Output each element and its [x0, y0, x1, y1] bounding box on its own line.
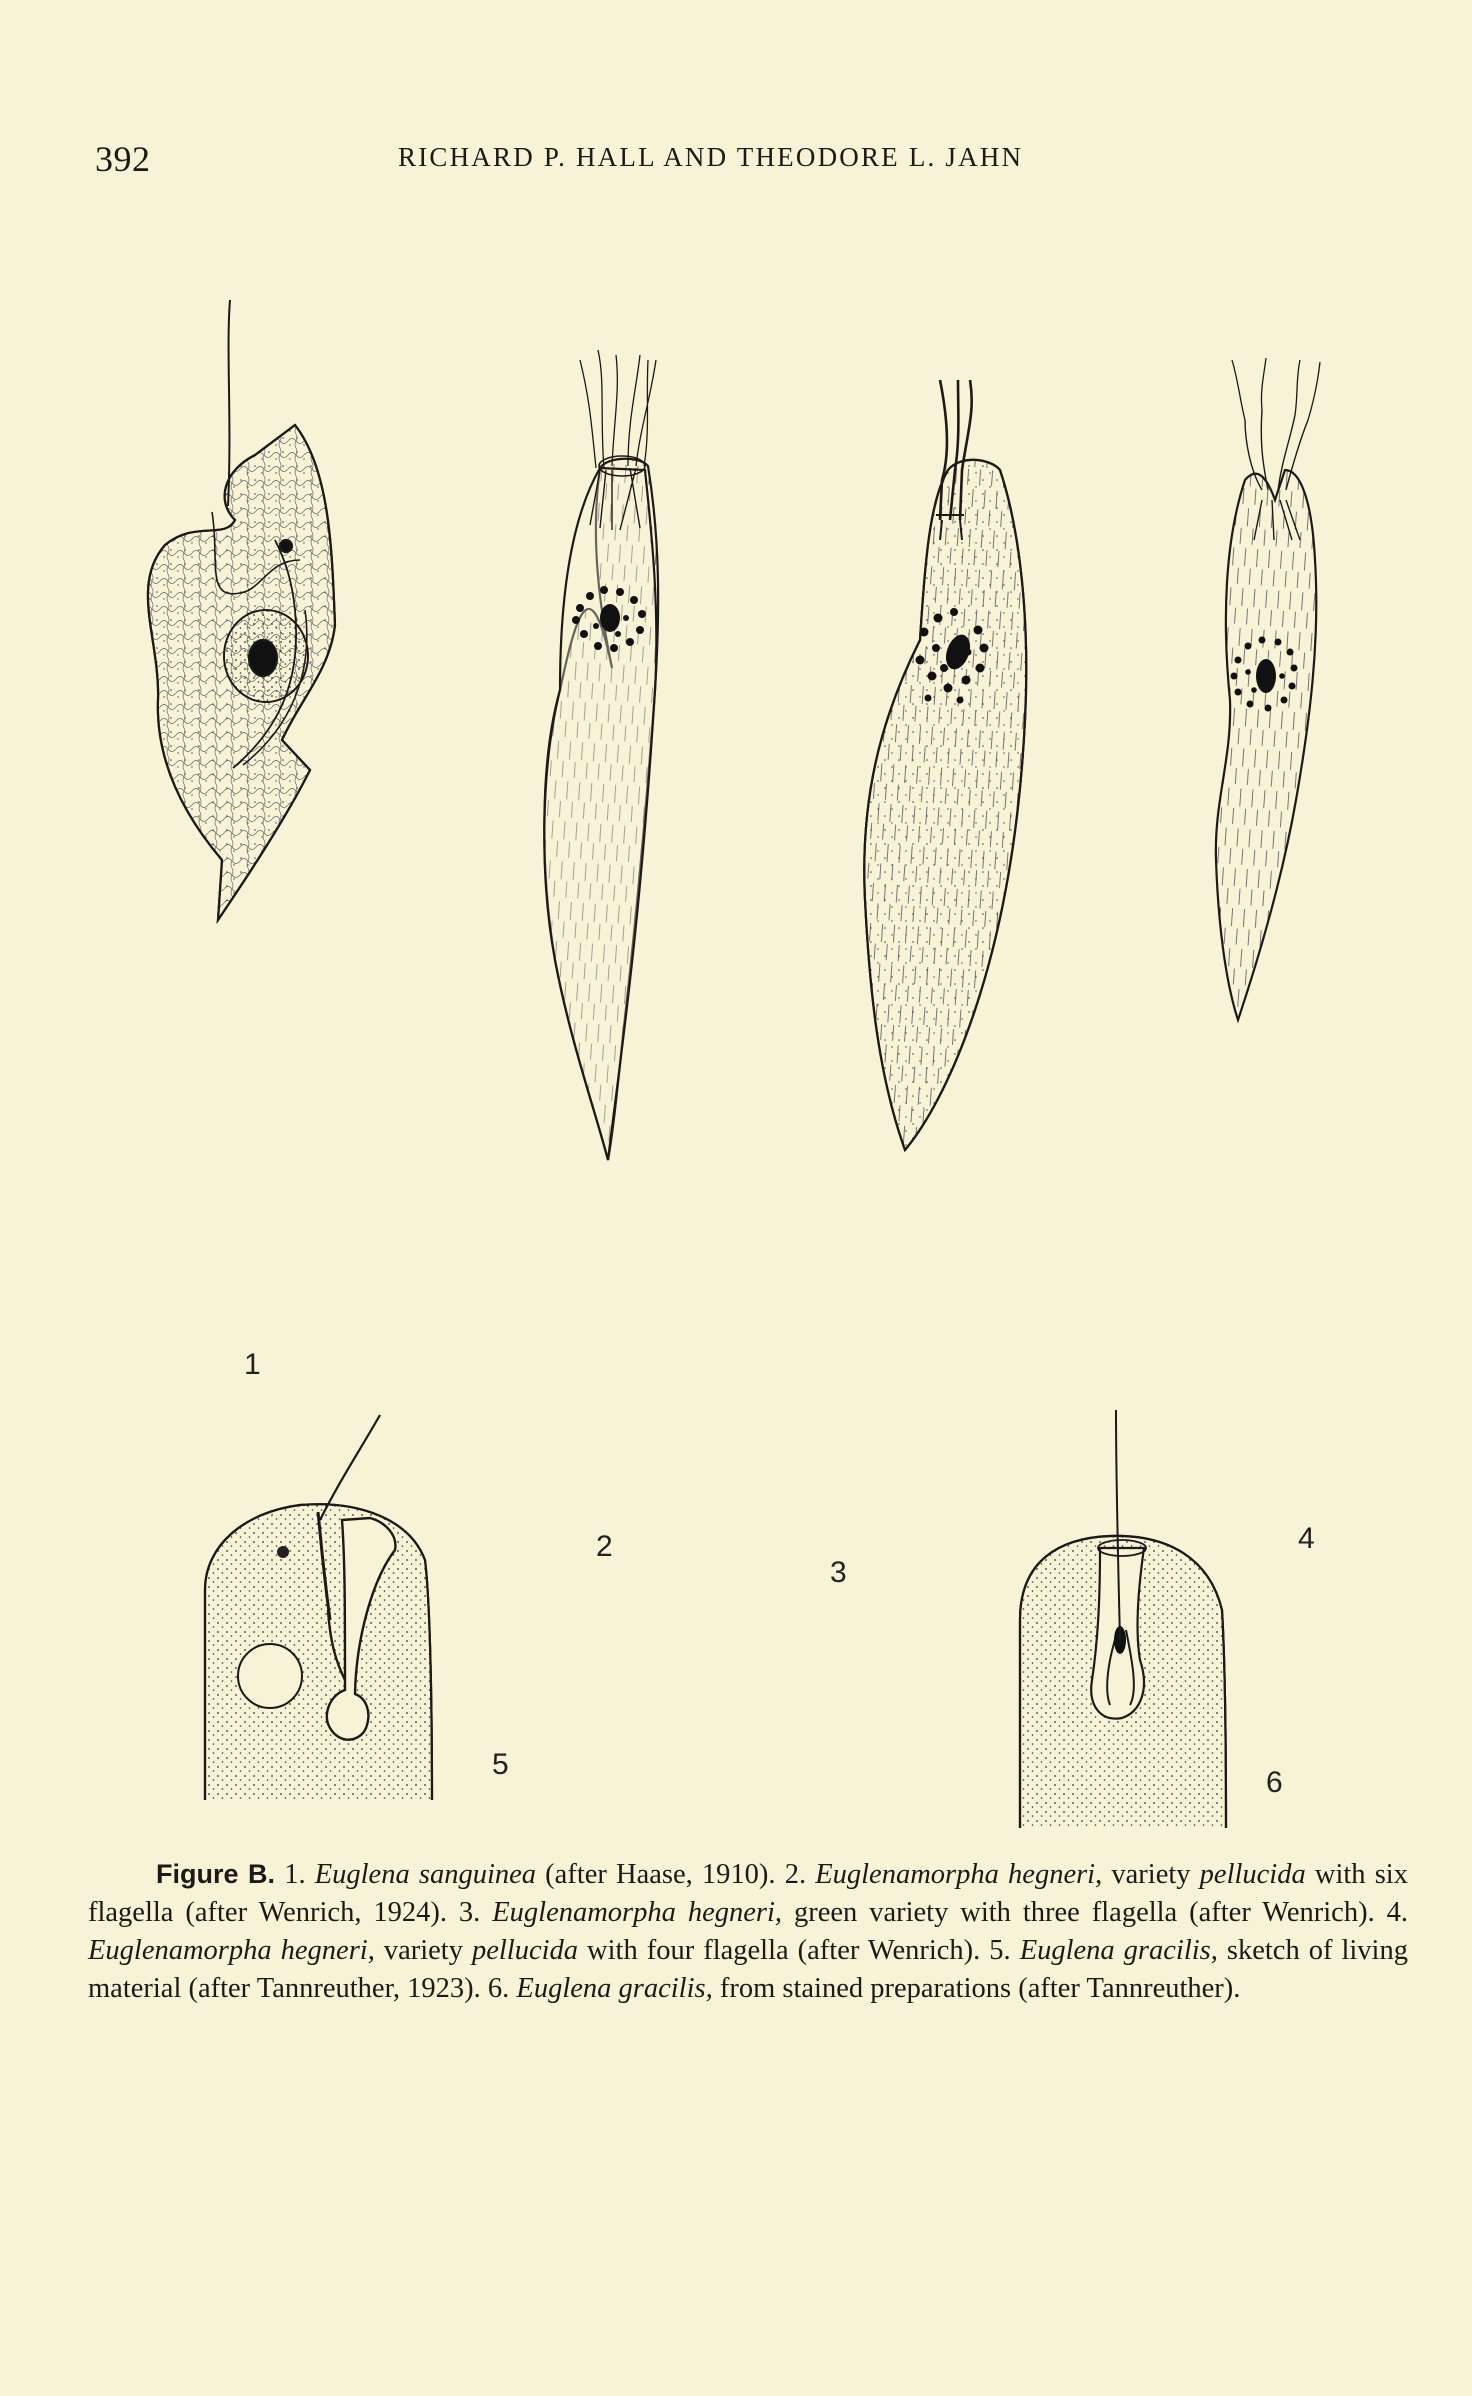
page-number: 392 [95, 139, 151, 179]
organism-6-euglena-gracilis-stained [1020, 1410, 1226, 1828]
figure-label-4: 4 [1298, 1522, 1315, 1555]
caption-text-3: variety [1102, 1859, 1200, 1890]
caption-text-2: (after Haase, 1910). 2. [536, 1859, 816, 1890]
caption-figure-label: Figure B. [156, 1859, 276, 1889]
caption-variety-pellucida: pellucida [1199, 1859, 1306, 1890]
caption-text-9: from stained preparations (after Tannreuther). [712, 1973, 1241, 2004]
figure-label-6: 6 [1266, 1766, 1283, 1799]
caption-text-5: green variety with three flagella (after Wenrich). 4. [782, 1897, 1409, 1928]
organism-5-euglena-gracilis-living [205, 1415, 432, 1800]
caption-species-euglena-gracilis: Euglena gracilis, [516, 1973, 713, 2004]
organism-2-euglenamorpha-pellucida [544, 350, 658, 1160]
caption-variety-pellucida: pellucida [471, 1935, 579, 1966]
figure-caption [88, 1855, 1408, 2008]
caption-text-8: sketch of living material (after Tannreuther, 1923). 6. [88, 1935, 1408, 2004]
caption-text-7: with four flagella (after Wenrich). 5. [578, 1935, 1020, 1966]
figure-label-2: 2 [596, 1530, 613, 1563]
figure-label-3: 3 [830, 1556, 847, 1589]
caption-species-euglenamorpha-hegneri: Euglenamorpha hegneri, [88, 1935, 375, 1966]
organism-3-euglenamorpha-green [864, 380, 1026, 1150]
organism-4-euglenamorpha-pellucida-four [1216, 358, 1320, 1020]
caption-text-1: 1. [275, 1859, 315, 1890]
organism-1-euglena-sanguinea [148, 300, 335, 920]
caption-species-euglenamorpha-hegneri: Euglenamorpha hegneri, [815, 1859, 1103, 1890]
caption-text-6: variety [374, 1935, 472, 1966]
caption-text-4: with six flagella (after Wenrich, 1924). 3. [88, 1859, 1408, 1928]
figure-label-1: 1 [244, 1348, 261, 1381]
caption-species-euglena-gracilis: Euglena gracilis, [1019, 1935, 1218, 1966]
running-head: RICHARD P. HALL AND THEODORE L. JAHN [398, 142, 1024, 172]
caption-species-euglena-sanguinea: Euglena sanguinea [314, 1859, 537, 1890]
figure-label-5: 5 [492, 1748, 509, 1781]
caption-species-euglenamorpha-hegneri: Euglenamorpha hegneri, [492, 1897, 783, 1928]
